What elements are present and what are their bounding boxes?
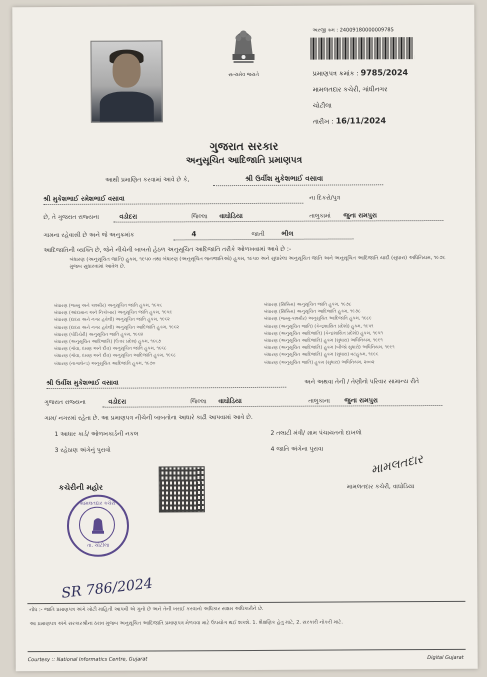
list-item: બંધારણ (અનુસૂચિત જાતિ) હુકમ (સુધારા) અધિનિયમ, ૨૦૦૨ [264, 359, 375, 366]
para-2: બંધારણ (અનુસૂચિત જાતિ) હુકમ, ૧૯૫૦ તથા બંધારણ (અનુસૂચિત જનજાતિઓ) હુકમ, ૧૯૫૦ અને સુધારેલા અનુસૂચિત જાતિ અને અનુસૂચિત આદિજાતિ યાદી (સુધારા) અધિનિયમ, ૧૯૭૬ મુજબ સુધારવામાં આવેલ છે. [69, 254, 446, 270]
basis-1: 1 આધાર કાર્ડ/ ઓળખકાર્ડની નકલ [54, 430, 139, 438]
left-order-list [54, 302, 244, 368]
applicant-name: શ્રી ઉર્વીશ મુકેશભાઈ વસાવા [245, 174, 324, 183]
office-district: ચોટીલા [312, 101, 332, 110]
note-1: નોંધ :- જાતિ પ્રમાણપત્ર અંગે ખોટી માહિતી આપવી એ ગુનો છે અને તેની ખરાઈ કરવાનો અધિકાર સક્ષમ અધિકારીને છે. [29, 605, 264, 614]
list-item: બંધારણ (અનુસૂચિત આદિજાતિ) હુકમ (સુધારા) વટહુકમ, ૧૯૯૬ [264, 352, 379, 359]
list-item: બંધારણ (પોંડિચેરી) અનુસૂચિત જાતિ હુકમ, ૧૯૬૪ [53, 332, 144, 338]
office-seal [67, 495, 129, 557]
village2-name: વડોદરા [108, 397, 127, 406]
issue-date: 16/11/2024 [335, 116, 387, 126]
note-2: આ પ્રમાણપત્ર અંગે સરકારશ્રીના ઠરાવ મુજબ અનુસૂચિત આદિજાતિ પ્રમાણપત્ર મેળવવા માટે ઉપયોગ થઈ શકશે. 1. શૈક્ષણિક હેતુ માટે, 2. સરકારી નોકરી માટે. [29, 619, 343, 628]
handwritten-number: SR 786/2024 [60, 575, 154, 602]
location-rule [113, 220, 443, 223]
qr-code [159, 466, 205, 512]
courtesy-text: Courtesy :: National Informatics Centre, Gujarat [27, 656, 148, 664]
national-emblem-icon [226, 24, 260, 79]
purpose-text: ગામ/ નગરમાં રહેતા છે. આ પ્રમાણપત્ર નીચેની બાબતોના આધારે કાઢી આપવામાં આવે છે. [44, 413, 253, 423]
right-order-list [264, 301, 454, 367]
father-rule [43, 203, 303, 205]
list-item: બંધારણ (અનુસૂચિત આદિજાતિ) (કેન્દ્રશાસિત પ્રદેશો) હુકમ, ૧૯૫૧ [263, 331, 383, 337]
office-name: મામલતદાર કચેરી, ગાંધીનગર [312, 85, 388, 94]
emblem-label: સત્યમેવ જયતે [228, 71, 259, 79]
jilla-label: જિલ્લા [191, 213, 208, 221]
taluka-label: તાલુકામાં [309, 212, 331, 220]
digital-gujarat-text: Digital Gujarat [427, 654, 464, 662]
anukram-number: 4 [191, 230, 197, 239]
father-name: શ્રી મુકેશભાઈ રમેશભાઈ વસાવા [43, 194, 125, 204]
seal-text: મામલતદાર કચેરી [80, 500, 116, 507]
village-label: ગામના રહેવાસી છે અને જે અનુક્રમાંક [43, 231, 135, 240]
list-item: બંધારણ (અનુસૂચિત આદિજાતિ) હુકમ (સુધારા) અધિનિયમ, ૧૯૯૧ [264, 338, 383, 344]
taluka2-name: જુના રામપુરા [344, 396, 378, 405]
issue-date-row [313, 113, 386, 129]
footer [28, 655, 468, 663]
barcode [310, 37, 414, 60]
taluka2-label: તાલુકાના [308, 397, 330, 405]
applicant-rule [213, 184, 383, 186]
state2-label: ગુજરાત રાજ્યના [44, 398, 86, 407]
list-item: બંધારણ (અનુસૂચિત આદિજાતિ) (ઉત્તર પ્રદેશ) હુકમ, ૧૯૬૭ [54, 339, 162, 346]
seal-sub: તા. ચોટીલા [86, 542, 110, 549]
list-item: બંધારણ (જમ્મુ અને કાશ્મીર) અનુસૂચિત જાતિ હુકમ, ૧૯૫૬ [53, 303, 163, 310]
list-item: બંધારણ (ગોવા, દમણ અને દીવ) અનુસૂચિત આદિજાતિ હુકમ, ૧૯૬૮ [54, 353, 176, 360]
certificate-paper [12, 5, 477, 671]
photo-shirt [100, 91, 154, 121]
list-item: બંધારણ (ગોવા, દમણ અને દીવ) અનુસૂચિત જાતિ હુકમ, ૧૯૬૮ [54, 346, 167, 353]
list-item: બંધારણ (નાગાલેન્ડ) અનુસૂચિત આદિજાતિ હુકમ, ૧૯૭૦ [54, 361, 156, 367]
relation-text: ના દિકરો/પુત્ર [309, 194, 341, 202]
village-name: વડોદરા [119, 212, 138, 221]
office-stamp-label: કચેરીની મહોર [58, 482, 103, 492]
cert-number-row [313, 65, 409, 81]
footer-rule [28, 649, 466, 652]
cert-number-label: પ્રમાણપત્ર ક્રમાંક : [312, 69, 359, 78]
jati-label: જાતી [251, 230, 265, 238]
list-item: બંધારણ (જમ્મુ-કાશ્મીર) અનુસૂચિત આદિજાતિ હુકમ, ૧૯૮૯ [263, 316, 372, 323]
para-1: આદિજાતિની વ્યક્તિ છે, જેને નીચેની બાબતો હેઠળ અનુસૂચિત આદિજાતિ તરીકે ઓળખવામાં આવે છે :- [43, 245, 292, 255]
government-title: ગુજરાત સરકાર [209, 139, 279, 154]
date-label: તારીખ : [312, 117, 334, 126]
signer-office: મામલતદાર કચેરી, વાઘોડિયા [346, 483, 415, 491]
signature: મામલતદાર [369, 451, 425, 477]
applicant-photo [90, 40, 162, 122]
list-item: બંધારણ (અનુસૂચિત આદિજાતિ) હુકમ (બીજો સુધારો) અધિનિયમ, ૧૯૯૧ [264, 345, 395, 352]
list-item: બંધારણ (સિક્કિમ) અનુસૂચિત આદિજાતિ હુકમ, ૧૯૭૮ [263, 309, 361, 316]
list-item: બંધારણ (અનુસૂચિત જાતિ) (કેન્દ્રશાસિત પ્રદેશો) હુકમ, ૧૯૫૧ [263, 323, 374, 330]
jilla2-name: વાઘોડિયા [218, 397, 242, 406]
list-item: બંધારણ (દાદરા અને નગર હવેલી) અનુસૂચિત આદિજાતિ હુકમ, ૧૯૬૨ [53, 324, 180, 331]
basis-3: 3 રહેઠાણ અંગેનું પુરાવો [54, 446, 111, 454]
cert-number: 9785/2024 [360, 68, 409, 78]
serial-line: અરજી ક્રમ : 24009180000009785 [312, 27, 394, 34]
basis-4: 4 જાતિ અંગેના પુરાવા [270, 445, 324, 453]
jilla-name: વાઘોડિયા [219, 212, 243, 221]
jati-name: ભીલ [281, 229, 294, 238]
state-label: છે, તે ગુજરાત રાજ્યના [43, 213, 100, 222]
notes-top-rule [27, 601, 465, 604]
seal-emblem-icon [90, 515, 106, 535]
intro-text: આથી પ્રમાણિત કરવામાં આવે છે કે, [105, 176, 190, 184]
location2-rule [102, 405, 442, 408]
applicant2-rule [46, 387, 286, 389]
list-item: બંધારણ (સિક્કિમ) અનુસૂચિત જાતિ હુકમ, ૧૯૭૮ [263, 302, 352, 308]
jilla2-label: જિલ્લા [190, 398, 207, 406]
list-item: બંધારણ (દાદરા અને નગર હવેલી) અનુસૂચિત જાતિ હુકમ, ૧૯૬૨ [53, 317, 170, 324]
jati-rule [173, 238, 353, 240]
basis-2: 2 તલાટી મંત્રી/ ગ્રામ પંચાયતનો દાખલો [270, 429, 362, 437]
list-item: બંધારણ (આંદામાન અને નિકોબાર) અનુસૂચિત જાતિ હુકમ, ૧૯૫૯ [53, 310, 173, 317]
taluka-name: જુના રામપુરા [343, 211, 377, 220]
applicant-name-2: શ્રી ઉર્વીશ મુકેશભાઈ વસાવા [46, 378, 119, 388]
photo-face [113, 54, 141, 88]
family-text: અને અથવા તેની / તેણીનો પરિવાર સામાન્ય રીતે [304, 378, 420, 386]
certificate-title: અનુસૂચિત આદિજાતિ પ્રમાણપત્ર [185, 155, 303, 167]
